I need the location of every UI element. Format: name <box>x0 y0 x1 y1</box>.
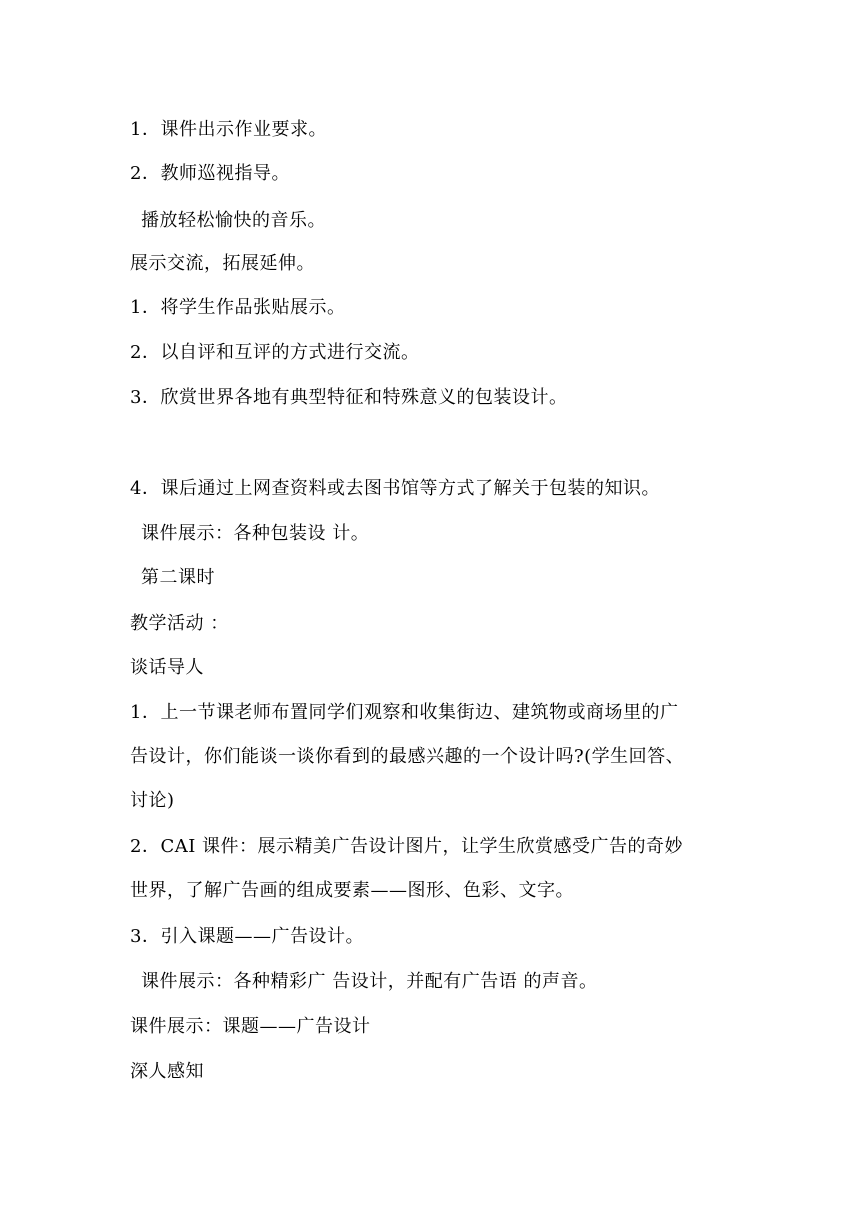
text-line: 深人感知 <box>130 1061 204 1082</box>
text-line: 第二课时 <box>141 567 215 588</box>
text-line: 展示交流，拓展延伸。 <box>130 253 315 274</box>
text-line: 告设计，你们能谈一谈你看到的最感兴趣的一个设计吗?(学生回答、 <box>130 746 685 767</box>
text-line: 世界，了解广告画的组成要素——图形、色彩、文字。 <box>130 880 574 901</box>
text-line: 谈话导人 <box>130 657 204 678</box>
text-line: 播放轻松愉快的音乐。 <box>141 210 326 231</box>
text-line: 教学活动 ： <box>130 613 229 634</box>
text-line: 课件展示：课题——广告设计 <box>130 1016 371 1037</box>
text-line: 2．教师巡视指导。 <box>130 163 290 184</box>
text-line: 4．课后通过上网查资料或去图书馆等方式了解关于包装的知识。 <box>130 478 660 499</box>
text-line: 2．CAI 课件：展示精美广告设计图片，让学生欣赏感受广告的奇妙 <box>130 836 684 857</box>
text-line: 3．引入课题——广告设计。 <box>130 926 364 947</box>
text-line: 讨论) <box>130 790 175 811</box>
text-line: 1．将学生作品张贴展示。 <box>130 297 346 318</box>
text-line: 3．欣赏世界各地有典型特征和特殊意义的包装设计。 <box>130 387 568 408</box>
text-line: 课件展示：各种精彩广 告设计，并配有广告语 的声音。 <box>141 971 598 992</box>
text-line: 2．以自评和互评的方式进行交流。 <box>130 342 420 363</box>
text-line: 1．上一节课老师布置同学们观察和收集街边、建筑物或商场里的广 <box>130 702 679 723</box>
text-line: 1．课件出示作业要求。 <box>130 119 327 140</box>
text-line: 课件展示：各种包装设 计。 <box>141 523 370 544</box>
